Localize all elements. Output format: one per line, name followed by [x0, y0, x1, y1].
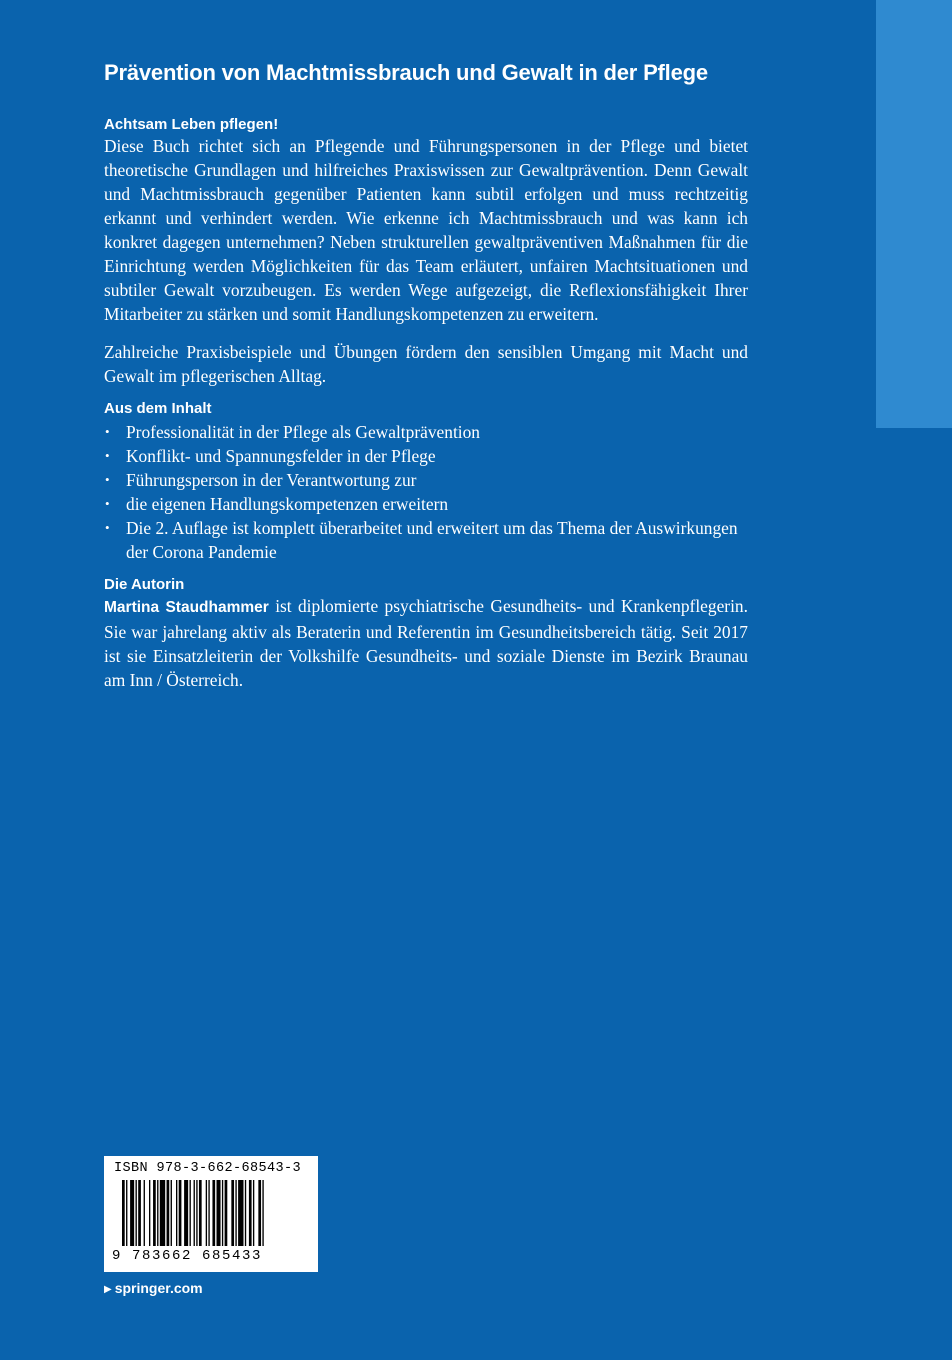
barcode-bar — [262, 1180, 263, 1246]
barcode-bar — [184, 1180, 188, 1246]
barcode-bar — [149, 1180, 150, 1246]
barcode-bar — [212, 1180, 215, 1246]
barcode-bars — [122, 1180, 300, 1248]
barcode-bar — [208, 1180, 209, 1246]
barcode-bar — [217, 1180, 221, 1246]
intro-paragraph-1: Diese Buch richtet sich an Pflegende und Führungspersonen in der Pflege und bietet theoretische Grundlagen und hilfreiches Praxiswissen zur Gewaltprävention. Denn Gewalt und Machtmissbrauch gegenüber Patienten kann subtil erfolgen und muss rechtzeitig erkannt und verhindert werden. Wie erkenne ich Machtmissbrauch und was kann ich konkret dagegen unternehmen? Neben strukturellen gewaltpräventiven Maßnahmen für die Einrichtung werden Möglichkeiten für das Team erläutert, unfairen Machtsituationen und subtiler Gewalt vorzubeugen. Es werden Wege aufgezeigt, die Reflexionsfähigkeit Ihrer Mitarbeiter zu stärken und somit Handlungskompetenzen zu erweitern. — [104, 136, 748, 324]
intro-paragraph-2: Zahlreiche Praxisbeispiele und Übungen fördern den sensiblen Umgang mit Macht und Gewalt im pflegerischen Alltag. — [104, 342, 748, 386]
barcode-bar — [176, 1180, 177, 1246]
barcode-bar — [235, 1180, 236, 1246]
barcode-bar — [171, 1180, 172, 1246]
barcode-bar — [225, 1180, 228, 1246]
intro-heading: Achtsam Leben pflegen! — [104, 116, 279, 133]
barcode-bar — [153, 1180, 156, 1246]
barcode-bar — [194, 1180, 195, 1246]
barcode-bar — [249, 1180, 252, 1246]
triangle-arrow-icon: ▶ — [104, 1284, 112, 1295]
barcode-bar — [157, 1180, 158, 1246]
barcode-bar — [126, 1180, 127, 1246]
list-item: • Konflikt- und Spannungsfelder in der Pflege — [104, 444, 748, 468]
barcode-bar — [190, 1180, 191, 1246]
barcode-bar — [253, 1180, 254, 1246]
barcode-bar — [122, 1180, 125, 1246]
book-title: Prävention von Machtmissbrauch und Gewalt in der Pflege — [104, 60, 708, 85]
barcode-bar — [258, 1180, 261, 1246]
barcode-bar — [196, 1180, 197, 1246]
barcode-bar — [144, 1180, 145, 1246]
author-bio: ist diplomierte psychiatrische Gesundheits- und Krankenpflegerin. Sie war jahrelang aktiv als Beraterin und Referentin im Gesundheitsbereich tätig. Seit 2017 ist sie Einsatzleiterin der Volkshilfe Gesundheits- und soziale Dienste im Bezirk Braunau am Inn / Österreich. — [104, 596, 748, 690]
barcode-bar — [179, 1180, 182, 1246]
barcode-bar — [160, 1180, 165, 1246]
author-heading: Die Autorin — [104, 576, 185, 593]
isbn-barcode — [104, 1156, 318, 1272]
barcode-bar — [245, 1180, 246, 1246]
isbn-label: ISBN 978-3-662-68543-3 — [114, 1161, 302, 1176]
list-item: • Führungsperson in der Verantwortung zur — [104, 468, 748, 492]
author-bio-paragraph — [104, 594, 748, 692]
author-name: Martina Staudhammer — [104, 599, 269, 616]
contents-list — [104, 420, 748, 564]
barcode-bar — [167, 1180, 170, 1246]
barcode-bar — [138, 1180, 141, 1246]
barcode-bar — [238, 1180, 243, 1246]
decorative-side-strip — [876, 0, 952, 428]
list-item: • Professionalität in der Pflege als Gewaltprävention — [104, 420, 748, 444]
list-item: • Die 2. Auflage ist komplett überarbeitet und erweitert um das Thema der Auswirkungen der Corona Pandemie — [104, 516, 748, 564]
ean-digits: 9 783662 685433 — [112, 1248, 263, 1264]
contents-heading: Aus dem Inhalt — [104, 400, 212, 417]
barcode-bar — [199, 1180, 202, 1246]
barcode-bar — [222, 1180, 223, 1246]
publisher-url: springer.com — [114, 1280, 203, 1296]
barcode-bar — [130, 1180, 134, 1246]
barcode-bar — [136, 1180, 137, 1246]
barcode-bar — [231, 1180, 234, 1246]
publisher-link[interactable] — [104, 1280, 203, 1296]
back-cover-content — [104, 60, 748, 692]
barcode-bar — [206, 1180, 207, 1246]
list-item: • die eigenen Handlungskompetenzen erweitern — [104, 492, 748, 516]
